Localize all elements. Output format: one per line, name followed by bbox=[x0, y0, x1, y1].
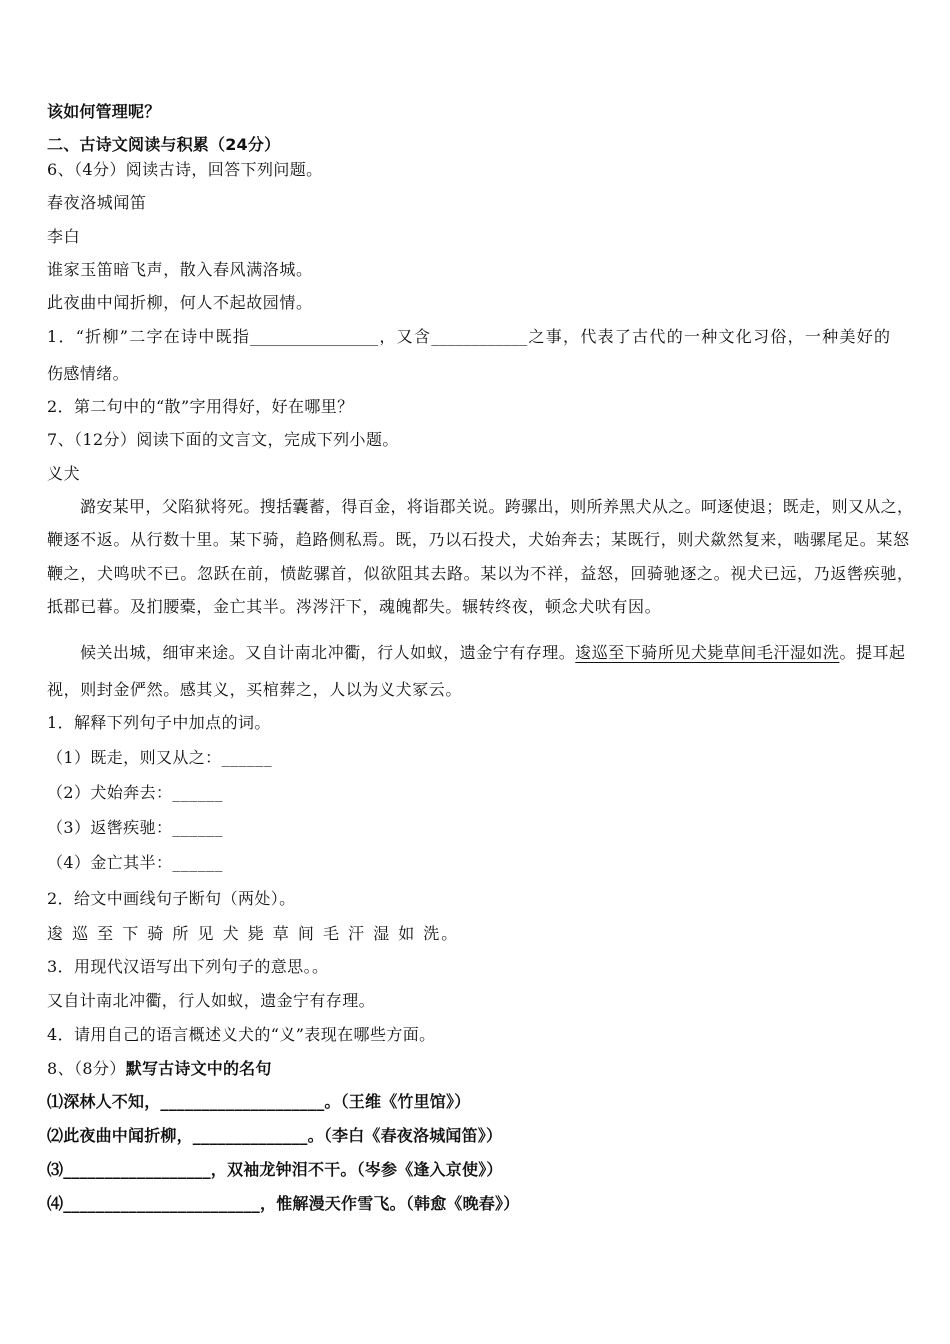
continuation-line: 该如何管理呢？ bbox=[47, 102, 161, 121]
q6-sub2: 2．第二句中的“散”字用得好，好在哪里？ bbox=[47, 397, 354, 416]
passage-line: 潞安某甲，父陷狱将死。搜括囊蓄，得百金，将诣郡关说。跨骡出，则所养黑犬从之。呵逐使退；既走，则又从之， bbox=[80, 497, 913, 516]
passage-text: 。提耳起 bbox=[839, 643, 905, 662]
q6-sub1-line: 伤感情绪。 bbox=[47, 364, 130, 383]
q7-sub3-prompt: 3．用现代汉语写出下列句子的意思。。 bbox=[47, 957, 329, 976]
passage-title: 义犬 bbox=[47, 464, 81, 483]
passage-line: 鞭之，犬鸣吠不已。忽跃在前，愤龁骡首，似欲阻其去路。某以为不祥，益怒，回骑驰逐之。视犬已远，乃返辔疾驰， bbox=[47, 564, 913, 583]
q7-sub1-prompt: 1．解释下列句子中加点的词。 bbox=[47, 713, 271, 732]
q8-prompt-text: 默写古诗文中的名句 bbox=[125, 1059, 272, 1078]
q8-prompt bbox=[47, 1058, 272, 1080]
passage-line: 鞭逐不返。从行数十里。某下骑，趋路侧私焉。既，乃以石投犬，犬始奔去；某既行，则犬歘然复来，啮骡尾足。某怒 bbox=[47, 530, 909, 549]
q7-sub2-sentence: 逡 巡 至 下 骑 所 见 犬 毙 草 间 毛 汗 湿 如 洗。 bbox=[47, 924, 460, 943]
q7-prompt: 7、（12分）阅读下面的文言文，完成下列小题。 bbox=[47, 430, 399, 449]
q6-sub1-line: 1．“折柳”二字在诗中既指________________，又含____________之事，代表了古代的一种文化习俗，一种美好的 bbox=[47, 327, 890, 346]
q8-item: ⑷________________________，惟解漫天作雪飞。（韩愈《晚春》） bbox=[47, 1194, 520, 1213]
section-title: 二、古诗文阅读与积累（24分） bbox=[47, 135, 281, 154]
q8-prompt-number: 8、（8分） bbox=[47, 1059, 126, 1078]
q7-sub4-prompt: 4．请用自己的语言概述义犬的“义”表现在哪些方面。 bbox=[47, 1025, 436, 1044]
passage-line bbox=[80, 642, 905, 664]
q8-item: ⑴深林人不知，____________________。（王维《竹里馆》） bbox=[47, 1092, 471, 1111]
passage-line: 视，则封金俨然。感其义，买棺葬之，人以为义犬冢云。 bbox=[47, 680, 463, 699]
q7-sub1-item: （1）既走，则又从之：______ bbox=[47, 748, 272, 767]
q6-prompt: 6、（4分）阅读古诗，回答下列问题。 bbox=[47, 160, 323, 179]
q7-sub1-item: （2）犬始奔去：______ bbox=[47, 783, 223, 802]
underlined-sentence: 逡巡至下骑所见犬毙草间毛汗湿如洗 bbox=[575, 643, 840, 662]
q7-sub1-item: （3）返辔疾驰：______ bbox=[47, 818, 223, 837]
poem-line: 此夜曲中闻折柳，何人不起故园情。 bbox=[47, 293, 313, 312]
passage-text: 候关出城，细审来途。又自计南北冲衢，行人如蚁，遗金宁有存理。 bbox=[80, 643, 576, 662]
q7-sub2-prompt: 2．给文中画线句子断句（两处）。 bbox=[47, 889, 296, 908]
q7-sub3-sentence: 又自计南北冲衢，行人如蚁，遗金宁有存理。 bbox=[47, 991, 376, 1010]
q8-item: ⑶__________________，双袖龙钟泪不干。（岑参《逢入京使》） bbox=[47, 1160, 503, 1179]
q7-sub1-item: （4）金亡其半：______ bbox=[47, 853, 223, 872]
poem-author: 李白 bbox=[47, 227, 81, 246]
q8-item: ⑵此夜曲中闻折柳，______________。（李白《春夜洛城闻笛》） bbox=[47, 1126, 503, 1145]
passage-line: 抵郡已暮。及扪腰橐，金亡其半。涔涔汗下，魂魄都失。辗转终夜，顿念犬吠有因。 bbox=[47, 597, 662, 616]
poem-line: 谁家玉笛暗飞声，散入春风满洛城。 bbox=[47, 260, 313, 279]
poem-title: 春夜洛城闻笛 bbox=[47, 193, 147, 212]
